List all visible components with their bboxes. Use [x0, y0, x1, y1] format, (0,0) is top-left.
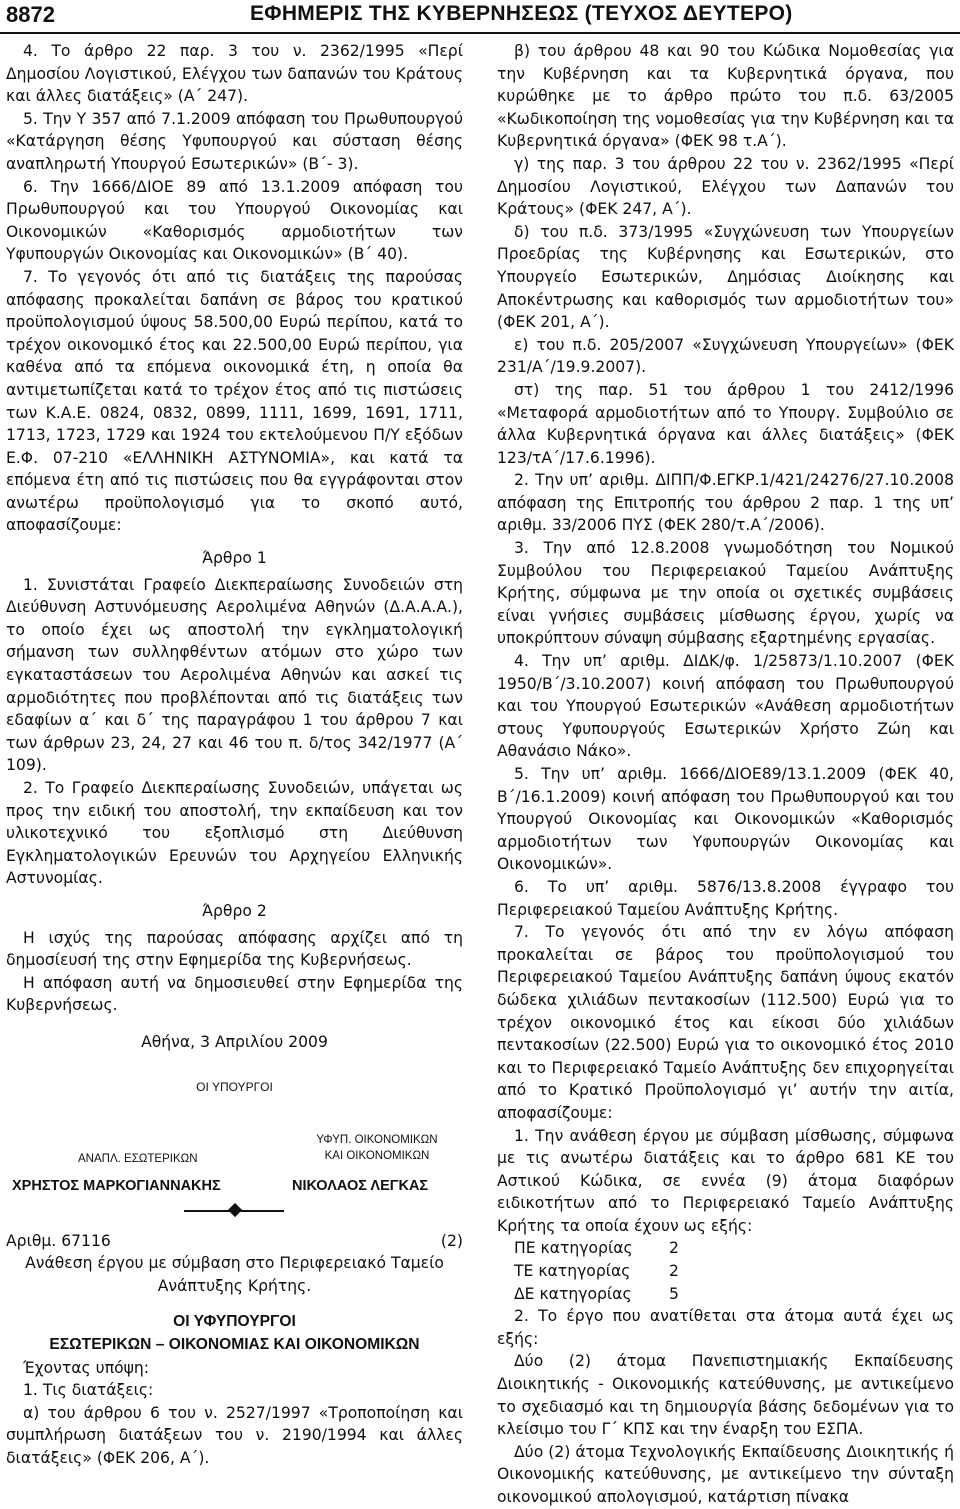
decision-title: Ανάθεση έργου με σύμβαση στο Περιφερειακό Ταμείο Ανάπτυξης Κρήτης.: [25, 1254, 444, 1295]
decision-number: Αριθμ. 67116: [6, 1231, 111, 1250]
paragraph: Δύο (2) άτομα Τεχνολογικής Εκπαίδευσης Διοικητικής ή Οικονομικής κατεύθυνσης, με αντικείμενο την σύνταξη οικονομικού απολογισμού, κατάρτιση πίνακα: [497, 1442, 954, 1506]
category-row: [497, 1283, 954, 1306]
paragraph: 1. Την ανάθεση έργου με σύμβαση μίσθωσης, σύμφωνα με τις ανωτέρω διατάξεις και το άρθρο 681 ΚΕ του Αστικού Κώδικα, σε εννέα (9) άτομα διαφόρων ειδικοτήτων από το Περιφερειακό Ταμείο Ανάπτυξης Κρήτης τα οποία έχουν ως εξής:: [497, 1126, 954, 1235]
place-date: Αθήνα, 3 Απριλίου 2009: [141, 1032, 328, 1051]
category-row: [497, 1237, 954, 1260]
paragraph: 3. Την από 12.8.2008 γνωμοδότηση του Νομικού Συμβούλου του Περιφερειακού Ταμείου Ανάπτυξης Κρήτης, σύμφωνα με την οποία οι σχετικές συμβάσεις είναι γνήσιες συμβάσεις μίσθωσης έργου, χωρίς να υποκρύπτουν σύναψη σύμβασης εξαρτημένης εργασίας.: [497, 539, 954, 648]
paragraph: 5. Την υπ’ αριθμ. 1666/ΔΙΟΕ89/13.1.2009 (ΦΕΚ 40, Β΄/16.1.2009) κοινή απόφαση του Πρωθυπουργού και του Υπουργού Οικονομίας και Οικονομικών «Καθορισμός αρμοδιοτήτων των Υφυπουργών Οικονομίας και Οικονομικών».: [497, 765, 954, 874]
paragraph: ε) του π.δ. 205/2007 «Συγχώνευση Υπουργείων» (ΦΕΚ 231/Α΄/19.9.2007).: [497, 335, 954, 377]
signatories-group: ΟΙ ΥΠΟΥΡΓΟΙ: [196, 1079, 273, 1094]
page-number: 8872: [6, 2, 55, 27]
paragraph: 6. Το υπ’ αριθμ. 5876/13.8.2008 έγγραφο του Περιφερειακού Ταμείου Ανάπτυξης Κρήτης.: [497, 877, 954, 919]
category-label: ΠΕ κατηγορίας: [514, 1239, 633, 1258]
paragraph: γ) της παρ. 3 του άρθρου 22 του ν. 2362/1995 «Περί Δημοσίου Λογιστικού, Ελέγχου των Δαπανών του Κράτους» (ΦΕΚ 247, Α΄).: [497, 154, 954, 219]
paragraph: δ) του π.δ. 373/1995 «Συγχώνευση των Υπουργείων Προεδρίας της Κυβέρνησης και Εσωτερικών, στο Υπουργείο Εσωτερικών, Δημόσιας Διοίκησης και Αποκέντρωσης και καθορισμός των αρμοδιοτήτων του» (ΦΕΚ 201, Α΄).: [497, 222, 954, 332]
left-signatory-role: ΑΝΑΠΛ. ΕΣΩΤΕΡΙΚΩΝ: [78, 1152, 198, 1165]
paragraph: Η απόφαση αυτή να δημοσιευθεί στην Εφημερίδα της Κυβερνήσεως.: [6, 973, 463, 1015]
paragraph: Δύο (2) άτομα Πανεπιστημιακής Εκπαίδευσης Διοικητικής - Οικονομικής κατεύθυνσης, με αντικείμενο το σχεδιασμό και τη δημιουργία βάσης δεδομένων για το κλείσιμο του Γ΄ ΚΠΣ και την έναρξη του ΕΣΠΑ.: [497, 1352, 954, 1439]
paragraph: 1. Συνιστάται Γραφείο Διεκπεραίωσης Συνοδειών στη Διεύθυνση Αστυνόμευσης Αερολιμένα Αθηνών (Δ.Α.Α.Α.), το οποίο έχει ως αποστολή την εγκληματολογική σήμανση των συλληφθέντων ατόμων στο χώρο των εγκαταστάσεων του Αερολιμένα Αθηνών και ασκεί τις αρμοδιότητες που προβλέπονται από τις διατάξεις των εδαφίων α΄ και δ΄ της παραγράφου 1 του άρθρου 7 και των άρθρων 23, 24, 27 και 46 του π. δ/τος 342/1977 (Α΄ 109).: [6, 575, 463, 775]
paragraph: 1. Τις διατάξεις:: [23, 1381, 154, 1400]
decision-seq: (2): [440, 1231, 463, 1250]
page-header: [0, 0, 960, 38]
article-heading: Άρθρο 1: [202, 549, 267, 568]
header-rule: [0, 32, 960, 34]
category-count: 2: [669, 1262, 679, 1281]
left-signatory-name: ΧΡΗΣΤΟΣ ΜΑΡΚΟΓΙΑΝΝΑΚΗΣ: [12, 1177, 221, 1194]
paragraph: 4. Την υπ’ αριθμ. ΔΙΔΚ/φ. 1/25873/1.10.2007 (ΦΕΚ 1950/Β΄/3.10.2007) κοινή απόφαση του Πρωθυπουργού και του Υπουργού Εσωτερικών «Ανάθεση αρμοδιοτήτων στους Υφυπουργούς Εσωτερικών Χρήστο Ζώη και Αθανάσιο Νάκο».: [497, 652, 954, 761]
paragraph: 4. Το άρθρο 22 παρ. 3 του ν. 2362/1995 «Περί Δημοσίου Λογιστικού, Ελέγχου των δαπανών του Κράτους και άλλες διατάξεις» (Α΄ 247).: [6, 42, 463, 106]
paragraph: β) του άρθρου 48 και 90 του Κώδικα Νομοθεσίας για την Κυβέρνηση και τα Κυβερνητικά όργανα, που κυρώθηκε με το άρθρο πρώτο του π.δ. 63/2005 «Κωδικοποίηση της νομοθεσίας για την Κυβέρνηση και τα Κυβερνητικά όργανα» (ΦΕΚ 98 τ.Α΄).: [497, 42, 954, 151]
gazette-title: ΕΦΗΜΕΡΙΣ ΤΗΣ ΚΥΒΕΡΝΗΣΕΩΣ (ΤΕΥΧΟΣ ΔΕΥΤΕΡΟ): [250, 2, 793, 25]
right-role-line-2: ΚΑΙ ΟΙΚΟΝΟΜΙΚΩΝ: [324, 1149, 430, 1162]
right-role-line-1: ΥΦΥΠ. ΟΙΚΟΝΟΜΙΚΩΝ: [316, 1133, 438, 1146]
paragraph: 6. Την 1666/ΔΙΟΕ 89 από 13.1.2009 απόφαση του Πρωθυπουργού και του Υπουργού Οικονομίας και Οικονομικών «Καθορισμός αρμοδιοτήτων των Υφυπουργών Οικονομίας και Οικονομικών» (Β΄ 40).: [6, 177, 463, 264]
category-count: 5: [669, 1284, 679, 1303]
category-count: 2: [669, 1239, 679, 1258]
paragraph: στ) της παρ. 51 του άρθρου 1 του 2412/1996 «Μεταφορά αρμοδιοτήτων από το Υπουργ. Συμβούλιο σε άλλα Κυβερνητικά όργανα και άλλες διατάξεις» (ΦΕΚ 123/τΑ΄/17.6.1996).: [497, 380, 954, 467]
separator-diamond-icon: [228, 1202, 242, 1216]
category-label: ΤΕ κατηγορίας: [514, 1262, 631, 1281]
right-signatory-name: ΝΙΚΟΛΑΟΣ ΛΕΓΚΑΣ: [292, 1177, 429, 1194]
paragraph: 2. Το Γραφείο Διεκπεραίωσης Συνοδειών, υπάγεται ως προς την ειδική του αποστολή, την εκπαίδευση και τον υλικοτεχνικό του εξοπλισμό στη Διεύθυνση Εγκληματολογικών Ερευνών του Αρχηγείου Ελληνικής Αστυνομίας.: [6, 779, 463, 888]
paragraph: Η ισχύς της παρούσας απόφασης αρχίζει από τη δημοσίευσή της στην Εφημερίδα της Κυβερνήσεως.: [6, 928, 463, 970]
article-heading: Άρθρο 2: [202, 901, 267, 920]
category-label: ΔΕ κατηγορίας: [514, 1284, 632, 1303]
ministers-heading: ΟΙ ΥΦΥΠΟΥΡΓΟΙ: [173, 1313, 296, 1331]
paragraph: 7. Το γεγονός ότι από τις διατάξεις της παρούσας απόφασης προκαλείται δαπάνη σε βάρος του κρατικού προϋπολογισμού ύψους 58.500,00 Ευρώ περίπου, κατά το τρέχον οικονομικό έτος και 22.500,00 Ευρώ περίπου, για καθένα από τα επόμενα οικονομικά έτη, η οποία θα αντιμετωπίζεται κατά το τρέχον έτος από τις πιστώσεις των Κ.Α.Ε. 0824, 0832, 0899, 1111, 1699, 1691, 1711, 1713, 1723, 1729 και 1924 του εκτελούμενου Π/Υ εξόδων Ε.Φ. 07-210 «ΕΛΛΗΝΙΚΗ ΑΣΤΥΝΟΜΙΑ», και κατά τα επόμενα έτη από τις πιστώσεις που θα εγγράφονται στον ανωτέρω προϋπολογισμό για το σκοπό αυτό, αποφασίζουμε:: [6, 267, 463, 535]
section-separator: [6, 1200, 463, 1230]
ministries-heading: ΕΣΩΤΕΡΙΚΩΝ – ΟΙΚΟΝΟΜΙΑΣ ΚΑΙ ΟΙΚΟΝΟΜΙΚΩΝ: [49, 1335, 420, 1353]
right-column: [497, 40, 954, 1509]
paragraph: 2. Το έργο που ανατίθεται στα άτομα αυτά έχει ως εξής:: [497, 1307, 954, 1348]
left-column: [6, 40, 463, 1469]
paragraph: 5. Την Υ 357 από 7.1.2009 απόφαση του Πρωθυπουργού «Κατάργηση θέσης Υφυπουργού και σύσταση θέσης αναπληρωτή Υπουργού Εσωτερικών» (Β΄- 3).: [6, 109, 463, 173]
paragraph: 2. Την υπ’ αριθμ. ΔΙΠΠ/Φ.ΕΓΚΡ.1/421/24276/27.10.2008 απόφαση της Επιτροπής του άρθρου 2 παρ. 1 της υπ’ αριθμ. 33/2006 ΠΥΣ (ΦΕΚ 280/τ.Α΄/2006).: [497, 471, 954, 535]
paragraph: 7. Το γεγονός ότι από την εν λόγω απόφαση προκαλείται σε βάρος του προϋπολογισμού του Περιφερειακού Ταμείου Ανάπτυξης δαπάνη ύψους εκατόν δώδεκα χιλιάδων πεντακοσίων (112.500) Ευρώ για το τρέχον οικονομικό έτος και είκοσι δύο χιλιάδων πεντακοσίων (22.500) Ευρώ για το οικονομικό έτος 2010 και το Περιφερειακό Ταμείο Ανάπτυξης δεν επιχορηγείται από το Κρατικό Προϋπολογισμό γι’ αυτήν την αιτία, αποφασίζουμε:: [497, 923, 954, 1122]
category-row: [497, 1260, 954, 1283]
decision-reference: [6, 1230, 463, 1253]
paragraph: α) του άρθρου 6 του ν. 2527/1997 «Τροποποίηση και συμπλήρωση διατάξεων του ν. 2190/1994 και άλλες διατάξεις» (ΦΕΚ 206, Α΄).: [6, 1403, 463, 1467]
right-signatory-role: [302, 1132, 452, 1164]
considering-label: Έχοντας υπόψη:: [23, 1358, 150, 1377]
signature-block: [6, 1076, 463, 1200]
